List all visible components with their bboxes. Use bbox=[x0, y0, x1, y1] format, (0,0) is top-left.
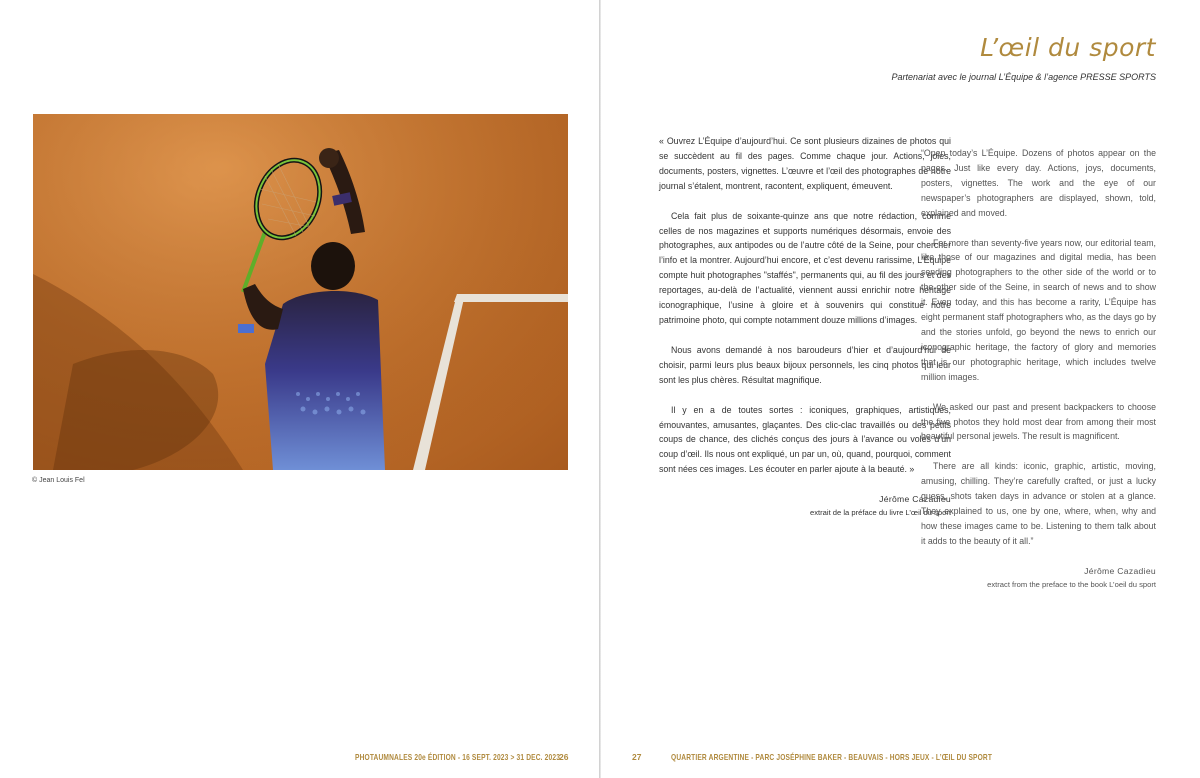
page-subtitle: Partenariat avec le journal L’Équipe & l’agence PRESSE SPORTS bbox=[891, 72, 1156, 82]
author-name: Jérôme Cazadieu bbox=[879, 494, 951, 505]
english-paragraph: For more than seventy-five years now, our editorial team, like those of our magazines and digital media, has been sending photographers to the other side of the world or to the other side of the Seine, in search of news and to show it. Even today, and this has become a rarity, L’Équipe has eight permanent staff photographers who, as the days go by and the stories unfold, go beyond the news to enrich our iconographic heritage, the factory of glory and memories that is our photographic heritage, which includes twelve million images. bbox=[921, 237, 1156, 382]
french-paragraph: « Ouvrez L’Équipe d’aujourd’hui. Ce sont plusieurs dizaines de photos qui se succèdent au fil des pages. Comme chaque jour. Actions, joies, documents, posters, vignettes. L’œuvre et l’œil des photographes de notre journal s’étalent, montrent, racontent, expliquent, émeuvent. bbox=[659, 136, 951, 191]
english-paragraph: We asked our past and present backpackers to choose the five photos they hold most dear from among their most beautiful personal jewels. The result is magnificent. bbox=[921, 401, 1156, 442]
french-paragraph: Nous avons demandé à nos baroudeurs d’hier et d’aujourd’hui de choisir, parmi leurs plus beaux bijoux personnels, les cinq photos qui leur sont les plus chères. Résultat magnifique. bbox=[659, 344, 951, 385]
french-paragraph: Il y en a de toutes sortes : iconiques, graphiques, artistiques, émouvantes, amusantes, glaçantes. Des clic-clac travaillés ou des petits coups de chance, des clichés conçus des jours à l’avance ou volés d’un coup d’œil. Ils nous ont expliqué, un par un, où, quand, pourquoi, comment sont nées ces images. Les écouter en parler ajoute à la beauté. » bbox=[659, 404, 951, 475]
footer-label-right: QUARTIER ARGENTINE - PARC JOSÉPHINE BAKER - BEAUVAIS - HORS JEUX - L’ŒIL DU SPORT bbox=[671, 752, 993, 762]
tennis-photo bbox=[33, 114, 568, 470]
english-column bbox=[921, 146, 1156, 590]
french-paragraph: Cela fait plus de soixante-quinze ans que notre rédaction, comme celles de nos magazines et supports numériques désormais, envoie des photographes, aux antipodes ou de l’autre côté de la Seine, pour chercher l’info et la montrer. Aujourd’hui encore, et c’est devenu rarissime, L’Équipe compte huit photographes "staffés", permanents qui, au fil des jours et des reportages, au-delà de l’actualité, viennent aussi enrichir notre héritage iconographique, l’usine à gloire et à souvenirs qui constitue notre patrimoine photo, qui compte notamment douze millions d’images. bbox=[659, 210, 951, 325]
page-number-right: 27 bbox=[632, 752, 642, 762]
author-source: extrait de la préface du livre L’œil du sport bbox=[810, 508, 951, 518]
page-title: L’œil du sport bbox=[980, 33, 1156, 62]
author-source: extract from the preface to the book L’oeil du sport bbox=[987, 579, 1156, 589]
english-paragraph: “Open today’s L’Équipe. Dozens of photos appear on the pages. Just like every day. Actions, joys, documents, posters, vignettes. The work and the eye of our newspaper’s photographers are displayed, shown, told, explained and moved. bbox=[921, 148, 1156, 218]
footer-label-left: PHOTAUMNALES 20e ÉDITION - 16 SEPT. 2023 > 31 DEC. 2023 bbox=[355, 752, 561, 762]
english-paragraph: There are all kinds: iconic, graphic, artistic, moving, amusing, chilling. They’re carefully crafted, or just a lucky guess, shots taken days in advance or stolen at a glance. They explained to us, one by one, where, when, why and how these images came to be. Listening to them talk about it adds to the beauty of it all.” bbox=[921, 461, 1156, 546]
author-name: Jérôme Cazadieu bbox=[1084, 565, 1156, 576]
page-number-left: 26 bbox=[559, 752, 569, 762]
english-signature bbox=[921, 564, 1156, 590]
photo-credit: © Jean Louis Fel bbox=[32, 477, 85, 484]
french-column bbox=[659, 134, 951, 518]
right-page bbox=[601, 0, 1200, 778]
french-signature bbox=[659, 492, 951, 518]
left-page bbox=[0, 0, 599, 778]
